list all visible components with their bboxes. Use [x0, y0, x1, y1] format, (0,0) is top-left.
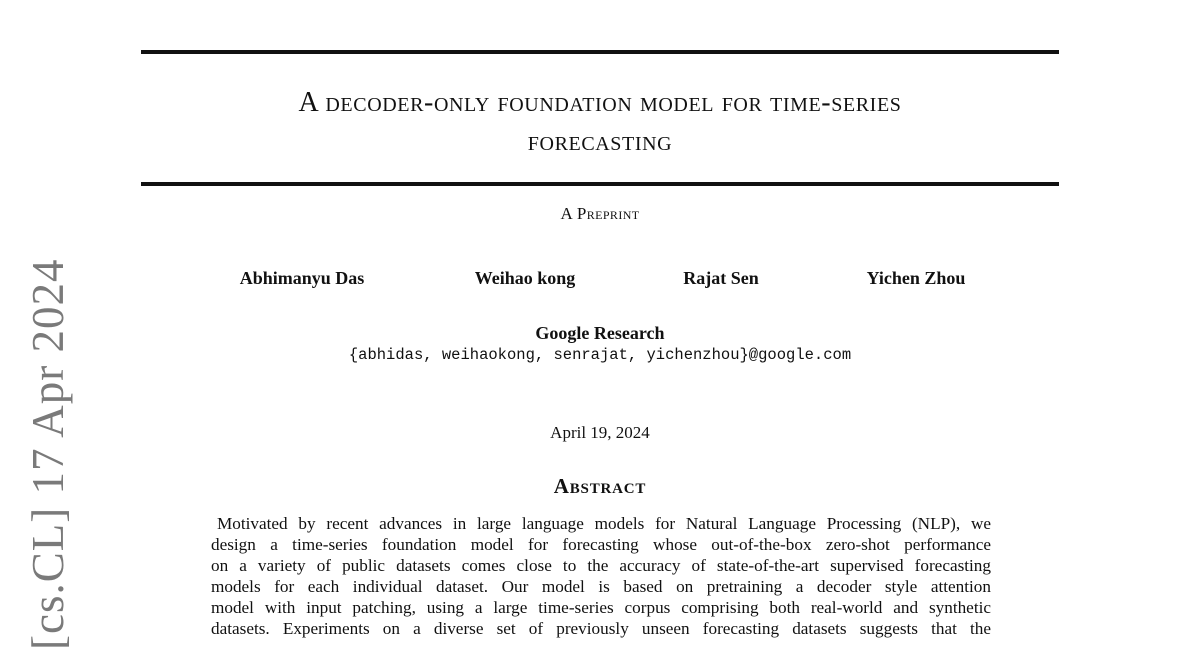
author-3: Rajat Sen [683, 268, 759, 288]
author-4: Yichen Zhou [866, 268, 966, 288]
abstract-heading: Abstract [553, 474, 647, 498]
paper-title-line-2: forecasting [527, 126, 673, 157]
abstract-line: on a variety of public datasets comes close to the accuracy of state-of-the-art supervised forecasting [211, 556, 991, 575]
arxiv-side-stamp: [cs.CL] 17 Apr 2024 [23, 258, 73, 650]
author-2: Weihao kong [474, 268, 576, 288]
abstract-line: models for each individual dataset. Our model is based on pretraining a decoder style attention [211, 577, 991, 596]
preprint-label: A Preprint [560, 204, 640, 223]
title-rule-bottom [141, 182, 1059, 186]
author-emails: {abhidas, weihaokong, senrajat, yichenzhou}@google.com [348, 346, 852, 364]
paper-title-line-1: A decoder-only foundation model for time-series [298, 87, 902, 118]
abstract-line: design a time-series foundation model for forecasting whose out-of-the-box zero-shot performance [211, 535, 991, 554]
affiliation: Google Research [535, 323, 665, 343]
author-1: Abhimanyu Das [239, 268, 365, 288]
abstract-line: model with input patching, using a large time-series corpus comprising both real-world and synthetic [211, 598, 991, 617]
abstract-line: datasets. Experiments on a diverse set of previously unseen forecasting datasets suggests that the [211, 619, 991, 638]
abstract-line: Motivated by recent advances in large language models for Natural Language Processing (NLP), we [217, 514, 991, 533]
title-rule-top [141, 50, 1059, 54]
abstract-body [211, 513, 991, 639]
publication-date: April 19, 2024 [550, 423, 650, 442]
